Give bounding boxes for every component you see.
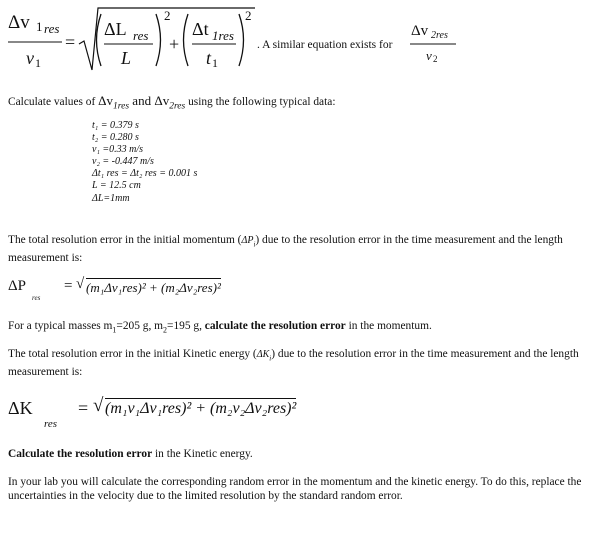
rhs-denominator-symbol: v — [426, 48, 432, 63]
lhs-numerator-symbol: Δv — [8, 12, 30, 33]
kinetic-energy-error-equation — [8, 395, 297, 430]
calc-and: and — [129, 93, 155, 108]
random-error-paragraph: In your lab you will calculate the corresponding random error in the momentum and the kinetic energy. To do this, replace the uncertainties in the velocity due to the limited resolution by the standard random error. — [8, 476, 582, 502]
calc-v1-symbol: Δv — [98, 93, 114, 108]
data-item: v₂ = -0.447 m/s — [92, 156, 154, 168]
para2-text-c: =195 g, — [167, 320, 205, 332]
para3-text-a: The total resolution error in the initial Kinetic energy ( — [8, 348, 257, 360]
calc-prefix: Calculate values of — [8, 96, 99, 108]
eq3-equals: = — [78, 398, 89, 418]
term2-denominator: t — [206, 48, 212, 68]
data-item: t₁ = 0.379 s — [92, 120, 139, 131]
data-item: L = 12.5 cm — [92, 180, 141, 192]
lhs-denominator-sub: 1 — [35, 56, 41, 70]
momentum-error-equation — [8, 276, 221, 302]
eq3-lhs-sub: res — [44, 418, 58, 430]
term2-numerator: Δt — [192, 19, 209, 39]
eq3-radical-icon: √ — [93, 395, 104, 416]
term2-numerator-sub: 1res — [212, 28, 234, 43]
para2-text-b: =205 g, m — [116, 320, 164, 332]
momentum-error-paragraph — [8, 233, 583, 265]
paren-right-1 — [156, 14, 161, 66]
para1-text-b: ) due to the resolution error in the time measurement and the length measurement is: — [8, 234, 563, 265]
para2-sub-a: 1 — [112, 325, 117, 335]
para4-bold: Calculate the resolution error — [8, 448, 153, 460]
para2-text-d: in the momentum. — [345, 320, 432, 332]
rhs-numerator-sub: 2res — [431, 30, 448, 41]
calculate-ke-error-line — [8, 447, 583, 461]
data-item: ΔL=1mm — [92, 192, 130, 204]
calculate-values-line — [8, 93, 335, 111]
term2-exponent: 2 — [245, 8, 252, 23]
term1-numerator: ΔL — [104, 19, 127, 39]
para3-text-b: ) due to the resolution error in the time measurement and the length measurement is: — [8, 348, 579, 379]
data-item: v₁ =0.33 m/s — [92, 144, 144, 156]
eq3-body: (m₁v₁Δv₁res)² + (m₂v₂Δv₂res)² — [105, 400, 297, 417]
calc-v2-symbol: Δv — [154, 93, 170, 108]
calc-v2-sub: 2res — [169, 101, 186, 112]
term1-numerator-sub: res — [133, 28, 149, 43]
para1-text-a: The total resolution error in the initial momentum ( — [8, 234, 242, 246]
eq2-radical-icon: √ — [76, 276, 85, 292]
data-item: Δt₁ res = Δt₂ res = 0.001 s — [92, 168, 198, 180]
eq2-lhs-sub: res — [32, 294, 41, 302]
term1-exponent: 2 — [164, 8, 171, 23]
paren-left-2 — [184, 14, 189, 66]
para2-text-a: For a typical masses m — [8, 320, 113, 332]
data-item: t₂ = 0.280 s — [92, 132, 139, 144]
typical-data-list — [92, 120, 197, 205]
lhs-numerator-sub2: res — [44, 21, 60, 36]
calc-v1-sub: 1res — [113, 101, 130, 112]
rhs-denominator-sub: 2 — [433, 54, 438, 64]
typical-masses-paragraph — [8, 319, 583, 337]
rhs-numerator-symbol: Δv — [411, 23, 429, 39]
term2-denominator-sub: 1 — [212, 56, 218, 70]
equation-relative-velocity-error — [0, 0, 593, 80]
para3-symbol-sub: i — [269, 354, 272, 363]
calc-suffix: using the following typical data: — [185, 96, 336, 108]
para1-symbol: ΔP — [241, 235, 254, 246]
eq2-equals: = — [64, 278, 73, 294]
para1-symbol-sub: i — [253, 240, 256, 249]
paren-right-2 — [239, 14, 244, 66]
plus-sign: + — [169, 34, 180, 54]
lhs-numerator-sub: 1 — [36, 19, 43, 34]
similar-equation-note: . A similar equation exists for — [257, 39, 393, 51]
term1-denominator: L — [121, 48, 132, 68]
para4-rest: in the Kinetic energy. — [152, 448, 253, 460]
lhs-denominator-symbol: v — [26, 48, 34, 68]
kinetic-energy-error-paragraph — [8, 347, 583, 379]
eq3-lhs: ΔK — [8, 398, 33, 418]
para2-bold: calculate the resolution error — [204, 320, 346, 332]
eq2-lhs: ΔP — [8, 278, 26, 294]
equals-sign: = — [65, 32, 76, 52]
eq2-body: (m₁Δv₁res)² + (m₂Δv₂res)² — [86, 280, 221, 295]
para3-symbol: ΔK — [256, 349, 270, 360]
para2-sub-b: 2 — [163, 325, 168, 335]
